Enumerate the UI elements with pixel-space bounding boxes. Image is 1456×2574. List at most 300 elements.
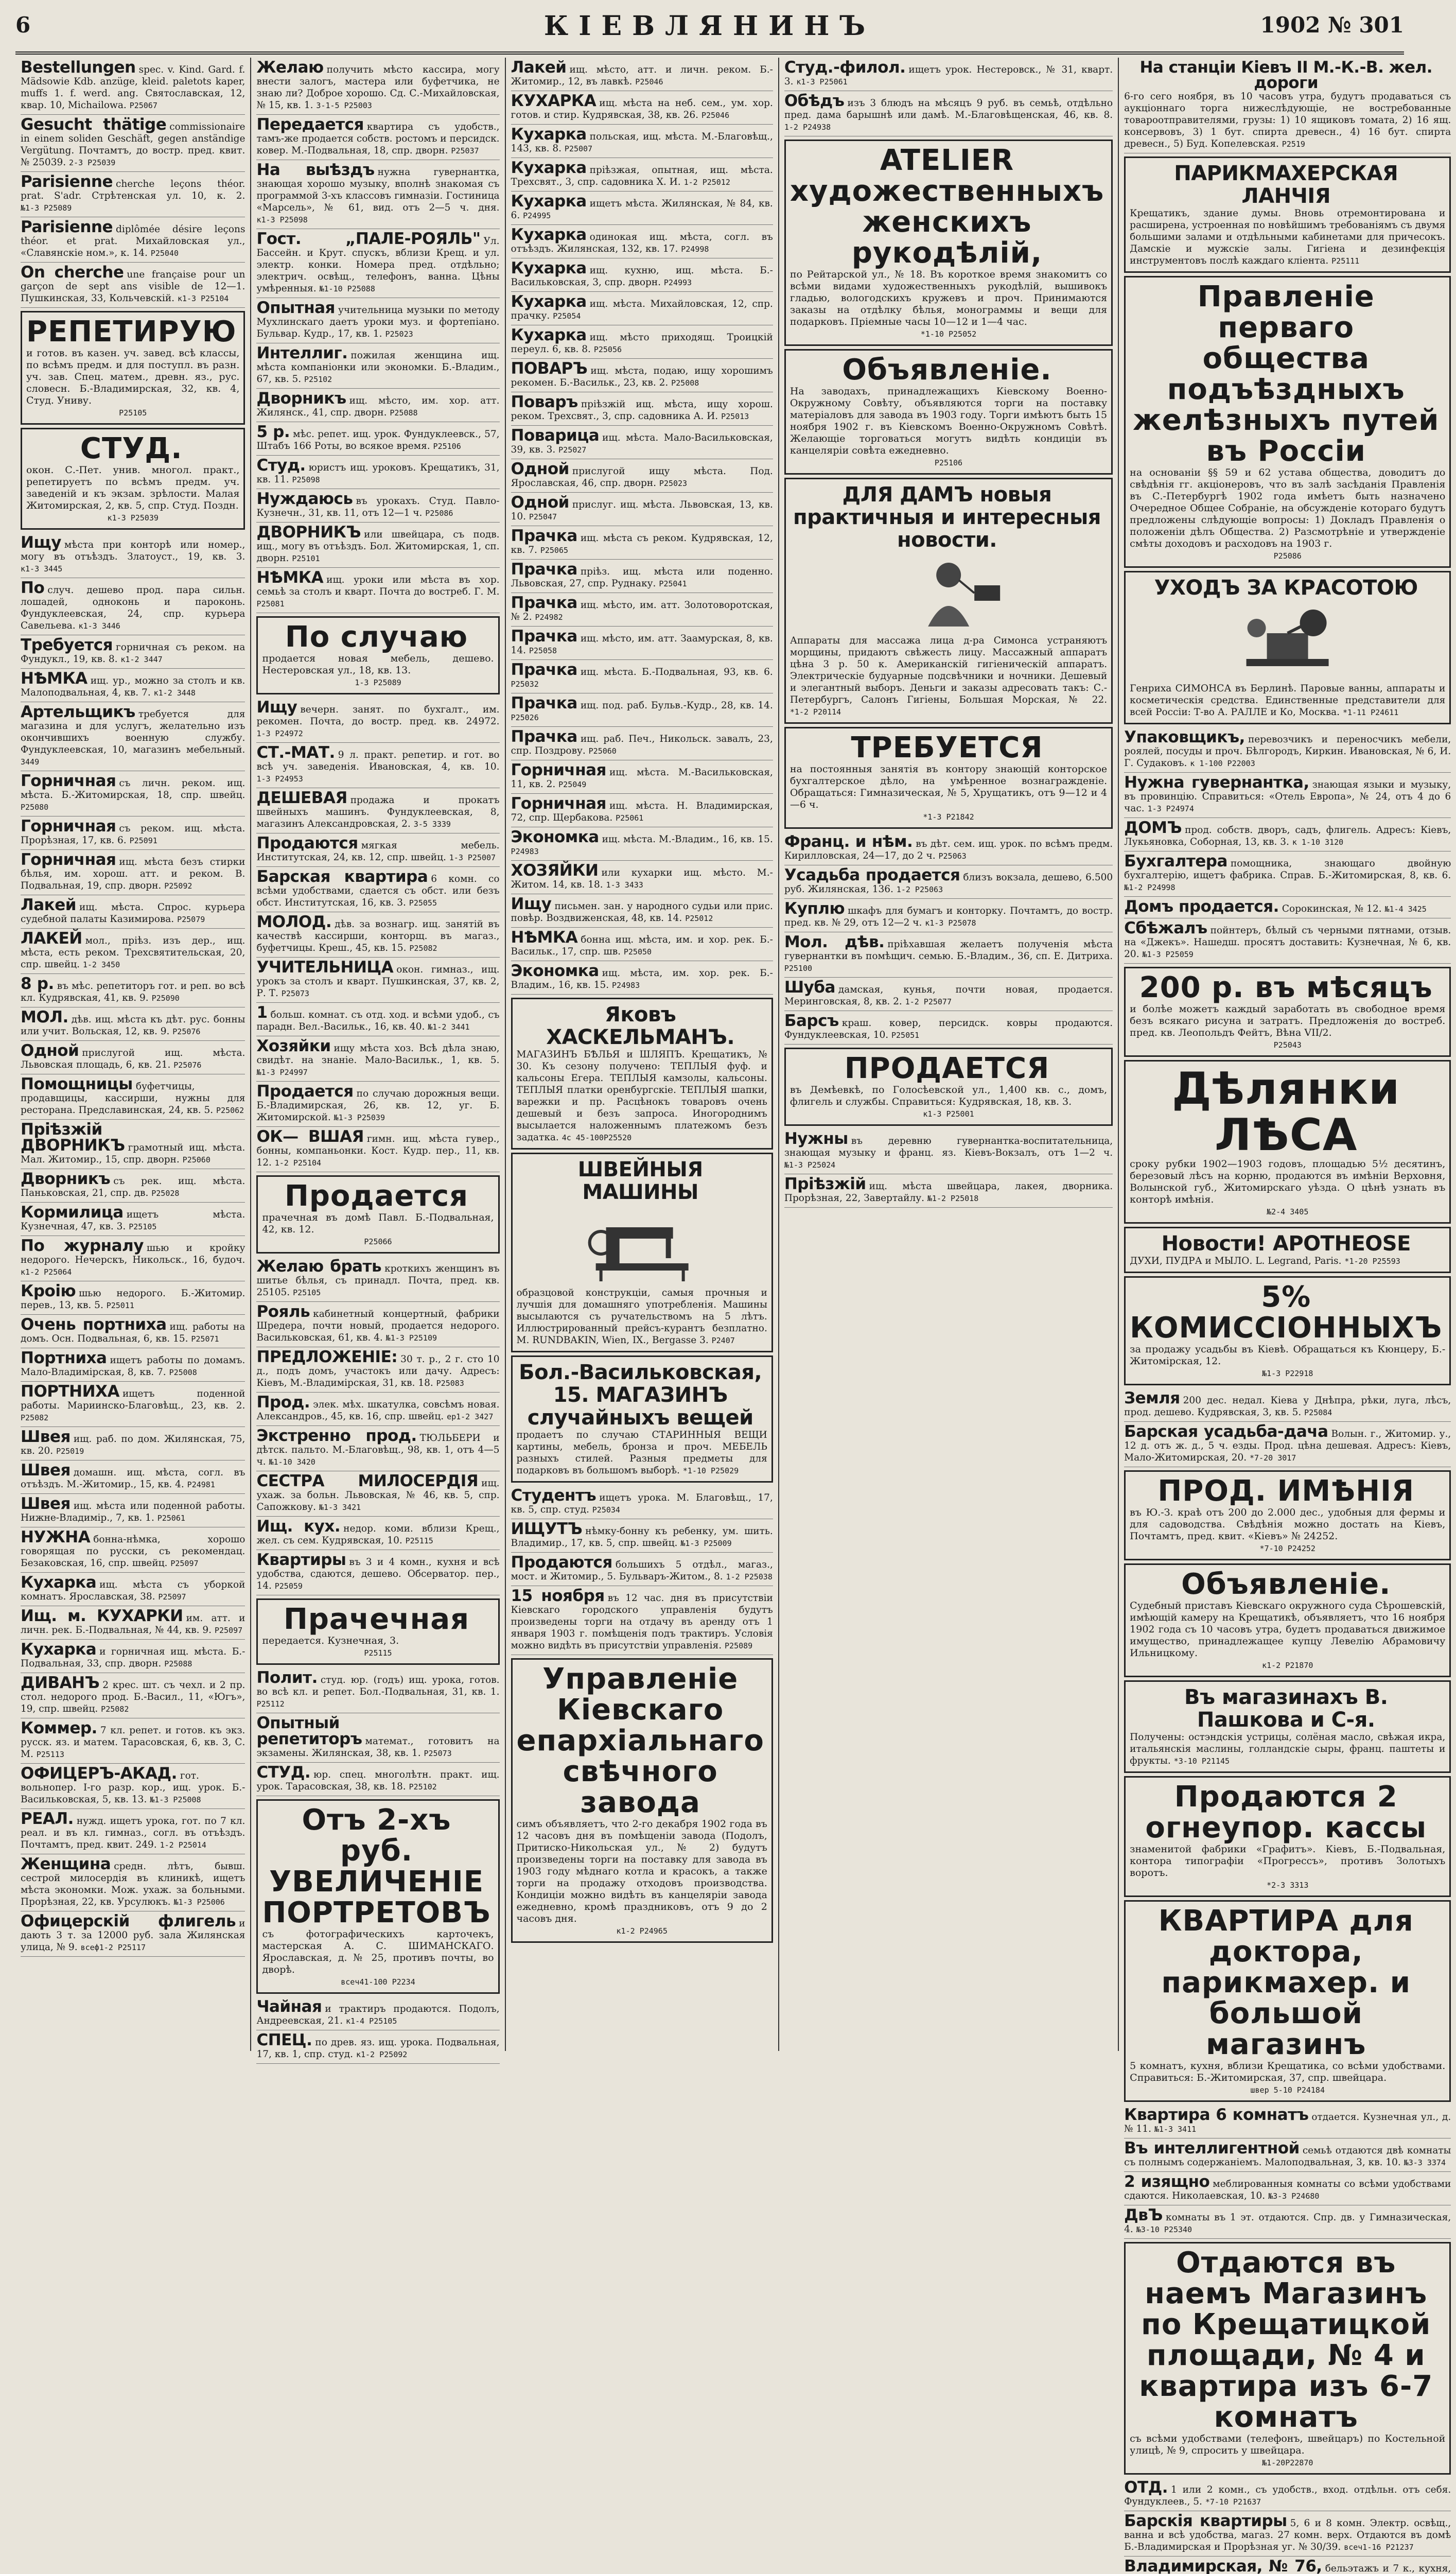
ad-headword: ТРЕБУЕТСЯ <box>851 731 1043 764</box>
ad-text: нужд. ищетъ урока, гот. по 7 кл. реал. и въ кл. гимназ., согл. въ отъѣздъ. Почтамтъ, пред. квит. 249. <box>21 1816 245 1850</box>
ad-reference-code: Р25037 <box>451 146 479 155</box>
ad-reference-code: Р25091 <box>129 836 157 845</box>
ad-reference-code: 1-2 Р25014 <box>160 1840 206 1850</box>
classified-ad <box>256 422 499 456</box>
ad-headword: По случаю <box>285 620 468 654</box>
ad-text: diplômée désire leçons théor. et prat. Михайловская ул., «Славянскіе ном.», к. 14. <box>21 224 245 258</box>
ad-headword: Продается <box>284 1179 468 1213</box>
classified-ad <box>21 1640 245 1673</box>
ad-reference-code: к 1-10 3120 <box>1292 838 1344 847</box>
ad-text: образцовой конструкціи, самыя прочныя и лучшія для домашняго употребленія. Машины высылаются съ ручательствомъ на 5 лѣтъ. Иллюстрированный прейсъ-курантъ безплатно. M. RUNDBAKIN, Wien, IX., Bergasse 3. <box>516 1288 767 1346</box>
ad-text: мягкая мебель. Институтская, 24, кв. 12, спр. швейц. <box>256 840 500 863</box>
ad-reference-code: к1-3 3446 <box>78 621 120 631</box>
classifieds-columns <box>15 58 1451 2574</box>
ad-headword: Дворникъ <box>21 1170 111 1188</box>
classified-ad <box>21 1169 245 1203</box>
ad-headword: ДвЪ <box>1124 2206 1163 2224</box>
ad-reference-code: Р25023 <box>659 479 688 488</box>
ad-headword: Чайная <box>256 1997 322 2016</box>
ad-headword: Въ магазинахъ В. Пашкова и С-я. <box>1184 1685 1388 1732</box>
ad-text: сроку рубки 1902—1903 годовъ, площадью 5½ десятинъ, березовый лѣсъ на корню, продаются въ имѣніи Верховня, Волынской губ., Житомирскаго уѣзда. О цѣнѣ узнать въ конторѣ имѣнія. <box>1130 1158 1446 1205</box>
ad-reference-code: Р2407 <box>711 1336 735 1345</box>
ad-headword: ATELIER художественныхъ женскихъ рукодѣлій, <box>790 144 1104 270</box>
ad-headword: Горничная <box>21 850 116 869</box>
ad-headword: Пріѣзжій ДВОРНИКЪ <box>21 1120 125 1155</box>
ad-text: Судебный приставъ Кіевскаго окружного суда Сѣрошевскій, имѣющій камеру на Крещатикѣ, объявляетъ, что 16 ноября 1902 года съ 10 часовъ утра, будетъ продаваться движимое имущество, принадлежащее купцу Левелію Абрамовичу Ильницкому. <box>1130 1600 1446 1659</box>
ad-text: пріѣзжій ищ. мѣста, ищу хорош. реком. Трехсвят., 3, спр. садовника А. И. <box>511 399 773 422</box>
classified-ad <box>256 1127 499 1172</box>
ad-reference-code: Р25073 <box>281 989 309 998</box>
classified-ad <box>1124 967 1451 1057</box>
ad-reference-code: Р25106 <box>934 458 963 467</box>
ad-text: 6 комн. со всѣми удобствами, сдается съ обст. или безъ обст. Институтская, 16, кв. 3. <box>256 874 500 908</box>
classified-ad <box>1124 1276 1451 1385</box>
classified-ad <box>256 343 499 389</box>
ad-headword: Parisienne <box>21 172 113 191</box>
ad-headword: Горничная <box>511 761 606 779</box>
ad-reference-code: Р25105 <box>119 408 147 418</box>
classified-ad <box>1124 1563 1451 1677</box>
ad-reference-code: 3449 <box>21 757 40 767</box>
classified-ad <box>256 389 499 422</box>
ad-headword: 200 р. въ мѣсяцъ <box>1139 971 1433 1004</box>
classified-ad <box>511 693 773 727</box>
ad-headword: Швея <box>21 1428 71 1446</box>
ad-headword: Студ.-филол. <box>784 58 906 77</box>
ad-headword: Барсъ <box>784 1012 839 1030</box>
classified-ad <box>511 928 773 961</box>
ad-reference-code: Р25076 <box>172 1027 201 1036</box>
classified-ad <box>784 58 1113 91</box>
classified-ad <box>256 489 499 523</box>
ad-headword: Желаю <box>256 58 324 77</box>
ad-reference-code: Р25079 <box>177 915 205 924</box>
ad-text: семьѣ отдаются двѣ комнаты съ полнымъ содержаніемъ. Малоподвальная, 3, кв. 10. <box>1124 2145 1451 2168</box>
ad-text: и трактиръ продаются. Подолъ, Андреевская, 21. <box>256 2004 500 2026</box>
ad-reference-code: Р25086 <box>425 509 453 518</box>
ad-text: квартира съ удобств., тамъ-же продается собств. ростомъ и персидск. ковер. М.-Подвальная, 18, спр. дворн. <box>256 121 500 156</box>
ad-text: ищ. мѣсто, им. атт. Заамурская, 8, кв. 14. <box>511 633 773 656</box>
ad-headword: Помощницы <box>21 1075 133 1093</box>
ad-text: большихъ 5 отдѣл., магаз., мост. и Житомир., 5. Бульваръ-Житом., 8. <box>511 1559 773 1582</box>
ad-text: Крещатикъ, здание думы. Вновь отремонтирована и расширена, устроенная по новѣйшимъ требованіямъ съ двумя большими залами и отдѣльными кабинетами для причесокъ. Дамскіе и мужскіе залы. Гигіена и дезинфекція инструментовъ послѣ каждаго кліента. <box>1130 208 1446 266</box>
classified-ad <box>511 526 773 560</box>
ad-reference-code: Р25071 <box>191 1334 219 1344</box>
masthead <box>15 7 1404 55</box>
ad-headword: Нуждаюсь <box>256 490 353 508</box>
classified-ad <box>784 932 1113 978</box>
classified-ad <box>784 832 1113 865</box>
classified-ad <box>21 1007 245 1041</box>
ad-text: ищ. мѣста съ реком. Кудрявская, 12, кв. 7. <box>511 533 773 555</box>
classified-ad <box>1124 2105 1451 2138</box>
ad-headword: Прачка <box>511 694 577 712</box>
ad-reference-code: к1-2 Р21870 <box>1262 1661 1313 1670</box>
ad-reference-code: к1-3 Р25001 <box>923 1109 974 1119</box>
ad-text: и болѣе можетъ каждый заработать въ свободное время безъ всякаго рисуна и затратъ. Предложенія до востреб. пред. кв. Леопольдъ Фейтъ, Вѣна VII/2. <box>1130 1003 1446 1038</box>
ad-reference-code: Р25092 <box>164 881 192 891</box>
ad-headword: ОТД. <box>1124 2478 1168 2497</box>
ad-reference-code: Р25058 <box>529 646 557 655</box>
classified-ad <box>21 1460 245 1494</box>
classified-ad <box>256 1471 499 1517</box>
ad-headword: Горничная <box>21 772 116 790</box>
ad-headword: Кухарка <box>511 259 587 277</box>
classified-ad <box>784 727 1113 829</box>
ad-text: случ. дешево прод. пара сильн. лошадей, одноконь и пароконь. Фундуклеевская, 24, спр. курьера Савельева. <box>21 585 245 631</box>
classified-ad <box>256 298 499 343</box>
ad-text: продажа и прокатъ швейныхъ машинъ. Фундуклеевская, 8, магазинъ Александровская, 2. <box>256 795 500 829</box>
ad-reference-code: Р25032 <box>511 680 539 689</box>
ad-reference-code: Р25113 <box>36 1750 64 1759</box>
classified-ad <box>1124 1470 1451 1560</box>
ad-headword: Обѣдъ <box>784 92 845 110</box>
ad-headword: Мол. дѣв. <box>784 933 885 951</box>
classified-ad <box>511 660 773 693</box>
ad-reference-code: Р25027 <box>558 445 587 455</box>
ad-text: по Рейтарской ул., № 18. Въ короткое время знакомитъ со всѣми видами художественныхъ рукодѣлій, вышивокъ гладью, вологодскихъ кружевъ и проч. Принимаются заказы на отдѣлку бѣлья, монограммы и вещи для подарковъ. Пріемные часы 10—12 и 1—4 час. <box>790 269 1108 327</box>
ad-reference-code: к1-4 Р25105 <box>346 2016 397 2026</box>
classified-ad <box>256 160 499 229</box>
ad-reference-code: №1-3 3411 <box>1154 2125 1197 2134</box>
ad-headword: Требуется <box>21 636 113 654</box>
ad-headword: Барская квартира <box>256 867 428 886</box>
ad-headword: Владимирская, № 76, <box>1124 2557 1322 2574</box>
classified-ad <box>511 158 773 192</box>
ad-text: spec. v. Kind. Gard. f. Mädsowie Kdb. anzüge, kleid. paletots kaper, muffs 1. f. werd. ang. Святославская, 12, квар. 10, Michailowa. <box>21 64 245 111</box>
ad-reference-code: 1-3 Р24972 <box>256 729 303 738</box>
ad-text: комнаты въ 1 эт. отдаются. Спр. дв. у Гимназическая, 4. <box>1124 2212 1451 2235</box>
ad-text: одинокая ищ. мѣста, согл. въ отъѣздъ. Жилянская, 132, кв. 17. <box>511 232 773 254</box>
ad-reference-code: Р25012 <box>685 914 713 923</box>
ad-text: по древ. яз. ищ. урока. Подвальная, 17, кв. 1, спр. студ. <box>256 2037 500 2060</box>
ad-text: пожилая женщина ищ. мѣста компаніонки или экономки. Б.-Владим., 67, кв. 5. <box>256 350 500 385</box>
ad-reference-code: №1-2 3441 <box>428 1022 470 1032</box>
ad-headword: Кухарка <box>21 1573 97 1592</box>
classified-ad <box>256 2030 499 2064</box>
ad-text: ищ. мѣста. Н. Владимирская, 72, спр. Щербакова. <box>511 801 773 823</box>
ad-text: ищ. раб. Печ., Никольск. завалъ, 23, спр. Поздрову. <box>511 734 773 756</box>
classified-ad <box>1124 571 1451 724</box>
ad-text: мѣс. репет. ищ. урок. Фундуклеевск., 57, Штабъ 166 Роты, во всякое время. <box>256 429 500 451</box>
ad-reference-code: 1-3 3433 <box>606 880 643 890</box>
ad-headword: On cherche <box>21 263 124 282</box>
ad-headword: Домъ продается. <box>1124 897 1279 916</box>
classified-ad <box>21 1120 245 1169</box>
ad-headword: ЛАКЕЙ <box>21 929 82 948</box>
ad-reference-code: Р25059 <box>274 1581 303 1591</box>
ad-reference-code: Р25041 <box>659 579 687 588</box>
ad-headword: Рояль <box>256 1302 310 1321</box>
ad-text: въ дѣт. сем. ищ. урок. по всѣмъ предм. Кирилловская, 24—17, до 2 ч. <box>784 839 1113 861</box>
ad-headword: Интеллиг. <box>256 344 348 362</box>
ad-text: горничная съ реком. на Фундукл., 19, кв. 8. <box>21 642 245 665</box>
ad-reference-code: 1-2 Р25063 <box>896 885 943 894</box>
ad-headword: 1 <box>256 1003 268 1022</box>
ad-headword: Прод. <box>256 1393 310 1412</box>
ad-reference-code: всеч41-100 Р2234 <box>341 1977 415 1987</box>
ad-text: вечерн. занят. по бухгалт., им. рекомен. Почта, до востр. пред. кв. 24972. <box>256 704 500 727</box>
classified-ad <box>511 1553 773 1586</box>
classified-ad <box>21 816 245 850</box>
ad-reference-code: №1-2 Р25018 <box>927 1194 979 1203</box>
classified-ad <box>784 478 1113 724</box>
ad-reference-code: Р25050 <box>623 947 652 956</box>
ad-reference-code: 1-2 Р24938 <box>784 123 831 132</box>
classified-ad <box>21 1382 245 1427</box>
ad-reference-code: Р25013 <box>721 412 749 421</box>
ad-headword: ДЛЯ ДАМЪ новыя практичныя и интересныя новости. <box>793 483 1101 552</box>
ad-text: на основаніи §§ 59 и 62 устава общества, доводитъ до свѣдѣнія гг. акціонеровъ, что въ залѣ засѣданія Правленія въ С.-Петербургѣ 1902 года имѣетъ быть назначено Очередное Общее Собраніе, на обсужденіе котораго будутъ предложены слѣдующіе вопросы: 1) Докладъ Правленія о положеніи дѣлъ Общества. 2) Разсмотрѣніе и утвержденіе смѣты доходовъ и расходовъ на 1903 г. <box>1130 467 1446 549</box>
classified-ad <box>21 172 245 217</box>
ad-text: 5, 6 и 8 комн. Электр. освѣщ., ванна и всѣ удобства, магаз. 27 комн. верх. Отдаются въ домѣ Б.-Владимирская и Прорѣзная уг. № 30/39. <box>1124 2518 1451 2552</box>
classified-ad <box>511 727 773 760</box>
classified-ad <box>21 1911 245 1957</box>
ad-text: элек. мѣх. шкатулка, совсѣмъ новая. Александров., 45, кв. 16, спр. швейц. <box>256 1399 500 1422</box>
classified-ad <box>1124 727 1451 773</box>
classified-ad <box>784 978 1113 1011</box>
ad-reference-code: Р25083 <box>436 1379 464 1388</box>
ad-text: домашн. ищ. мѣста, согл. въ отъѣздъ. М.-Житомир., 15, кв. 4. <box>21 1467 245 1490</box>
classified-ad <box>1124 2172 1451 2205</box>
ad-reference-code: Р25086 <box>1273 551 1302 561</box>
ad-reference-code: Р25098 <box>292 475 320 484</box>
ad-headword: На выѣздъ <box>256 161 375 179</box>
ad-headword: Хозяйки <box>256 1037 331 1055</box>
classified-ad <box>511 225 773 258</box>
ad-text: или кухарки ищ. мѣсто. М.-Житом. 14, кв. 18. <box>511 867 773 890</box>
ad-text: въ 3 и 4 комн., кухня и всѣ удобства, сдаются, дешево. Обсерватор. пер., 14. <box>256 1557 500 1591</box>
classified-ad <box>1124 2242 1451 2475</box>
ad-text: изъ 3 блюдъ на мѣсяцъ 9 руб. въ семьѣ, отдѣльно пред. дама барышнѣ или дамѣ. М.-Благовѣщенская, 46, кв. 8. <box>784 98 1113 120</box>
ad-text: шью и кройку недорого. Нечерскъ, Никольск., 16, будоч. <box>21 1243 245 1265</box>
ad-headword: Ищу <box>256 698 297 717</box>
ad-reference-code: *1-3 Р21842 <box>923 812 974 822</box>
ad-text: ДУХИ, ПУДРА и МЫЛО. L. Legrand, Paris. <box>1130 1256 1342 1266</box>
ad-headword: Опытная <box>256 299 335 317</box>
ad-reference-code: Р25088 <box>390 408 418 418</box>
ad-reference-code: Р24981 <box>187 1480 215 1489</box>
ad-reference-code: к1-3 Р25098 <box>256 215 308 224</box>
ad-headword: Прачка <box>511 660 577 679</box>
ad-headword: Бол.-Васильковская, 15. МАГАЗИНЪ случайныхъ вещей <box>519 1361 762 1430</box>
classified-ad <box>784 140 1113 346</box>
classified-ad <box>256 1347 499 1393</box>
ad-text: съ реком. ищ. мѣста. Прорѣзная, 17, кв. 6. <box>21 823 245 846</box>
ad-headword: Ищу <box>21 533 61 552</box>
ad-reference-code: всеч1-16 Р21237 <box>1344 2543 1414 2552</box>
ad-headword: 5 р. <box>256 423 290 441</box>
ad-headword: КУХАРКА <box>511 92 597 110</box>
ad-text: ищ. ур., можно за столъ и кв. Малоподвальная, 4, кв. 7. <box>21 675 245 698</box>
ad-text: средн. лѣтъ, бывш. сестрой милосердія въ клиникѣ, ищетъ мѣста экономки. Мож. ухаж. за больными. Прорѣзная, 22, кв. Урсулюкъ. <box>21 1861 245 1907</box>
classified-ad <box>511 1355 773 1483</box>
ad-headword: Правленіе перваго общества подъѣздныхъ желѣзныхъ путей въ Россіи <box>1133 280 1440 468</box>
ad-text: ТЮЛЬБЕРИ и дѣтск. пальто. М.-Благовѣщ., 98, кв. 1, отъ 4—5 ч. <box>256 1433 500 1467</box>
ad-text: юристъ ищ. уроковъ. Крещатикъ, 31, кв. 11. <box>256 462 500 485</box>
ad-reference-code: *7-10 Р21637 <box>1205 2497 1261 2507</box>
classified-ad <box>256 698 499 743</box>
classified-ad <box>256 229 499 298</box>
ad-headword: Въ интеллигентной <box>1124 2139 1300 2158</box>
ad-reference-code: Р25066 <box>364 1237 392 1246</box>
ad-text: им. атт. и личн. рек. Б.-Подвальная, № 44, кв. 9. <box>21 1613 245 1636</box>
classified-ad <box>511 593 773 627</box>
ad-reference-code: Р25063 <box>938 851 967 861</box>
ad-headword: Пріѣзжій <box>784 1175 866 1193</box>
ad-reference-code: 3-5 3339 <box>413 820 451 829</box>
ad-headword: Кухарка <box>511 292 587 311</box>
ad-text: кроткихъ женщинъ въ шитье бѣлья, съ принадл. Почта, пред. кв. 25105. <box>256 1263 500 1298</box>
classified-ad <box>256 912 499 958</box>
ad-headword: Лакей <box>21 896 76 914</box>
ad-reference-code: Р25100 <box>784 964 813 973</box>
classified-ad <box>21 217 245 263</box>
classified-ad <box>1124 818 1451 851</box>
ad-text: шью недорого. Б.-Житомир. перев., 13, кв. 5. <box>21 1288 245 1311</box>
ad-headword: НѢМКА <box>511 928 578 947</box>
ad-reference-code: к1-3 Р25061 <box>796 77 848 86</box>
classified-ad <box>21 1281 245 1315</box>
ad-text: съ личн. реком. ищ. мѣста. Б.-Житомирская, 18, спр. швейц. <box>21 778 245 801</box>
ad-text: 200 дес. недал. Кіева у Днѣпра, рѣки, луга, лѣсъ, прод. дешево. Кудрявская, 3, кв. 5. <box>1124 1395 1451 1418</box>
ad-text: недор. коми. вблизи Крещ., жел. съ сем. Кудрявская, 10. <box>256 1523 500 1546</box>
ad-text: 6-го сего ноября, въ 10 часовъ утра, будутъ продаваться съ аукціоннаго торга нижеслѣдующіе, не востребованные товароотправителями, грузы: 1) 10 ящиковъ томата, 2) 16 ящ. консервовъ, 3) 1 бут. спирта древесн., 4) 16 бут. спирта древесн., 5) Буд. Копелевская. <box>1124 91 1451 149</box>
classified-ad <box>21 850 245 895</box>
ad-text: гот. вольнопер. I-го разр. кор., ищ. урок. Б.-Васильковская, 5, кв. 13. <box>21 1770 245 1805</box>
ad-text: ищ. уроки или мѣста въ хор. семьѣ за столъ и кварт. Почта до востреб. Г. М. <box>256 575 500 597</box>
classified-ad <box>256 616 499 694</box>
ad-reference-code: *3-10 Р21145 <box>1173 1756 1230 1766</box>
classified-ad <box>784 899 1113 932</box>
ad-headword: Передается <box>256 115 364 134</box>
ad-headword: Продаются <box>511 1553 612 1572</box>
ad-headword: Поварица <box>511 426 600 445</box>
ad-reference-code: к1-2 3448 <box>153 688 196 698</box>
ad-reference-code: Р25046 <box>701 111 730 120</box>
classified-ad <box>784 349 1113 475</box>
ad-reference-code: Р25060 <box>588 746 617 756</box>
ad-reference-code: №1-3 Р25039 <box>334 1113 385 1122</box>
classified-ad <box>256 523 499 568</box>
ad-reference-code: №1-10 3420 <box>269 1457 315 1467</box>
ad-text: ищетъ урока. М. Благовѣщ., 17, кв. 5, спр. студ. <box>511 1492 773 1515</box>
ad-reference-code: Р25105 <box>293 1288 321 1297</box>
ad-headword: Отъ 2-хъ руб. УВЕЛИЧЕНІЕ ПОРТРЕТОВЪ <box>262 1803 491 1929</box>
ad-text: дамская, кунья, почти новая, продается. Меринговская, 8, кв. 2. <box>784 984 1113 1007</box>
ad-text: ищетъ работы по домамъ. Мало-Владимірская, 8, кв. 7. <box>21 1355 245 1378</box>
ad-reference-code: №1-3 3421 <box>319 1503 361 1512</box>
classified-ad <box>21 311 245 425</box>
classified-ad <box>21 1673 245 1718</box>
ad-reference-code: 1-2 3450 <box>82 960 120 969</box>
classified-ad <box>1124 276 1451 568</box>
ad-text: ищ. ухаж. за больн. Львовская, № 46, кв. 5, спр. Сапожкову. <box>256 1478 500 1512</box>
classified-ad <box>511 91 773 125</box>
ad-reference-code: №3-3 3374 <box>1404 2158 1446 2167</box>
ad-text: ищ. мѣста. Мало-Васильковская, 39, кв. 3. <box>511 432 773 455</box>
classified-ad <box>21 1809 245 1854</box>
classified-ad <box>256 788 499 833</box>
ad-headword: По <box>21 579 45 597</box>
ad-reference-code: Р25049 <box>558 780 587 789</box>
ad-text: больш. комнат. съ отд. ход. и всѣми удоб., съ парадн. Вел.-Васильк., 16, кв. 40. <box>256 1010 500 1032</box>
ad-headword: ПРЕДЛОЖЕНІЕ: <box>256 1348 398 1366</box>
ad-text: 5 комнатъ, кухня, вблизи Крещатика, со всѣми удобствами. Справиться: Б.-Житомирская, 37, спр. швейцара. <box>1130 2060 1446 2083</box>
ad-headword: Куплю <box>784 899 845 918</box>
classified-ad <box>21 635 245 669</box>
ad-text: требуется для магазина и для услугъ, желательно изъ окончившихъ военную службу. Фундуклеевская, 10, магазинъ мебельный. <box>21 709 245 755</box>
ad-text: бельэтажъ и 7 к., кухня, <box>1325 2563 1451 2574</box>
ad-text: Генриха СИМОНСА въ Берлинѣ. Паровые ванны, аппараты и косметическія средства. Единственные представители для всей Россіи: Т-во А. РАЛЛЕ и Ко, Москва. <box>1130 683 1446 718</box>
ad-reference-code: Р25073 <box>424 1749 452 1758</box>
ad-text: мѣста при конторѣ или номер., могу въ отъѣздъ. Златоуст., 19, кв. 3. <box>21 540 245 562</box>
ad-reference-code: Р25105 <box>129 1222 157 1231</box>
ad-reference-code: Р25089 <box>725 1641 753 1650</box>
ad-headword: Gesucht thätige <box>21 115 167 134</box>
classified-ad <box>256 1598 499 1665</box>
ad-headword: Упаковщикъ, <box>1124 728 1245 746</box>
sewing-machine-illustration-icon <box>517 1207 767 1284</box>
ad-text: une française pour un garçon de sept ans visible de 12—1. Пушкинская, 33, Кольчевскій. <box>21 269 245 304</box>
ad-headword: Кухарка <box>511 159 587 177</box>
classified-ad <box>511 125 773 158</box>
ad-reference-code: Р25011 <box>106 1301 134 1310</box>
ad-reference-code: Р25008 <box>671 378 699 388</box>
classified-ad <box>1124 897 1451 918</box>
ad-headword: Дворникъ <box>256 389 346 408</box>
classified-ad <box>1124 2205 1451 2239</box>
classified-ad <box>256 1257 499 1302</box>
ad-headword: Франц. и нѣм. <box>784 832 913 851</box>
classified-ad <box>511 192 773 225</box>
ad-reference-code: Р25040 <box>150 249 179 258</box>
classified-ad <box>784 1129 1113 1174</box>
ad-reference-code: Р25062 <box>216 1106 244 1115</box>
classified-ad <box>256 1668 499 1713</box>
ad-reference-code: №1-3 Р25089 <box>21 203 72 213</box>
classified-ad <box>256 1713 499 1763</box>
ad-text: ищ. мѣста швейцара, лакея, дворника. Прорѣзная, 22, Завертайлу. <box>784 1181 1113 1204</box>
classified-ad <box>1124 1900 1451 2102</box>
ad-reference-code: к1-3 Р25078 <box>925 918 976 928</box>
ad-text: ищу мѣста хоз. Всѣ дѣла знаю, свидѣт. на знаніе. Мало-Васильк., 1, кв. 5. <box>256 1043 500 1066</box>
ad-reference-code: №1-2 Р24998 <box>1124 883 1176 892</box>
classified-ad <box>256 58 499 115</box>
ad-reference-code: 1-2 Р25077 <box>905 997 952 1006</box>
ad-headword: Кухарка <box>511 192 587 211</box>
ad-text: въ деревню гувернантка-воспитательница, знающая музыку и франц. яз. Кіевъ-Вокзалъ, отъ 1—2 ч. <box>784 1136 1113 1158</box>
ad-reference-code: Р24983 <box>612 981 640 990</box>
classified-ad <box>511 998 773 1150</box>
ad-headword: Шуба <box>784 978 835 997</box>
classified-ad <box>511 426 773 459</box>
ad-text: ищ. мѣста на неб. сем., ум. хор. готов. и стир. Кудрявская, 38, кв. 26. <box>511 98 773 120</box>
classified-ad <box>511 794 773 827</box>
ad-reference-code: к1-2 3447 <box>120 655 163 664</box>
classified-ad <box>784 91 1113 136</box>
ad-headword: Экономка <box>511 962 599 980</box>
ad-headword: Parisienne <box>21 218 113 236</box>
ad-reference-code: Р25101 <box>292 554 320 563</box>
ad-text: ищ. мѣста. Б.-Подвальная, 93, кв. 6. <box>580 667 773 677</box>
ad-headword: СЕСТРА МИЛОСЕРДІЯ <box>256 1472 479 1490</box>
classified-ad <box>1124 1227 1451 1273</box>
classified-ad <box>21 1041 245 1074</box>
ad-reference-code: Р24998 <box>681 245 709 254</box>
ad-reference-code: Р2519 <box>1282 140 1305 149</box>
ad-text: близъ вокзала, дешево, 6.500 руб. Жилянская, 136. <box>784 872 1113 895</box>
